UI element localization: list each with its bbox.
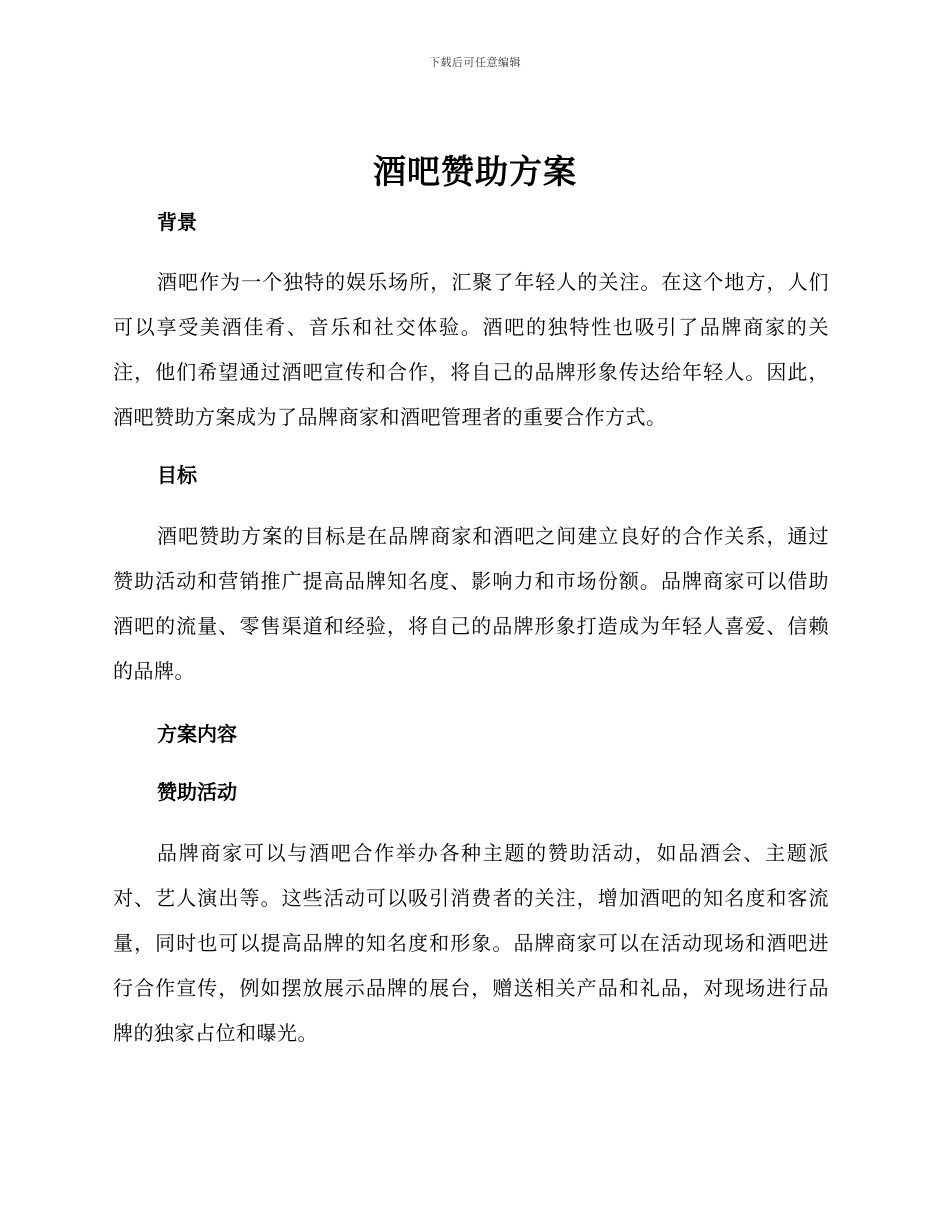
document-title: 酒吧赞助方案: [373, 152, 577, 191]
section-heading-sponsorship: 赞助活动: [157, 780, 237, 804]
section-paragraph-goal: 酒吧赞助方案的目标是在品牌商家和酒吧之间建立良好的合作关系，通过赞助活动和营销推广提高品牌知名度、影响力和市场份额。品牌商家可以借助酒吧的流量、零售渠道和经验，将自己的品牌形象打造成为年轻人喜爱、信赖的品牌。: [113, 524, 829, 683]
header-note: 下载后可任意编辑: [429, 56, 521, 69]
section-heading-background: 背景: [157, 210, 197, 234]
document-body: [113, 205, 829, 1056]
section-heading-plan: 方案内容: [157, 722, 237, 746]
section-paragraph-sponsorship: 品牌商家可以与酒吧合作举办各种主题的赞助活动，如品酒会、主题派对、艺人演出等。这些活动可以吸引消费者的关注，增加酒吧的知名度和客流量，同时也可以提高品牌的知名度和形象。品牌商家可以在活动现场和酒吧进行合作宣传，例如摆放展示品牌的展台，赠送相关产品和礼品，对现场进行品牌的独家占位和曝光。: [113, 841, 829, 1045]
section-paragraph-background: 酒吧作为一个独特的娱乐场所，汇聚了年轻人的关注。在这个地方，人们可以享受美酒佳肴、音乐和社交体验。酒吧的独特性也吸引了品牌商家的关注，他们希望通过酒吧宣传和合作，将自己的品牌形象传达给年轻人。因此，酒吧赞助方案成为了品牌商家和酒吧管理者的重要合作方式。: [113, 270, 829, 429]
section-heading-goal: 目标: [157, 463, 197, 487]
